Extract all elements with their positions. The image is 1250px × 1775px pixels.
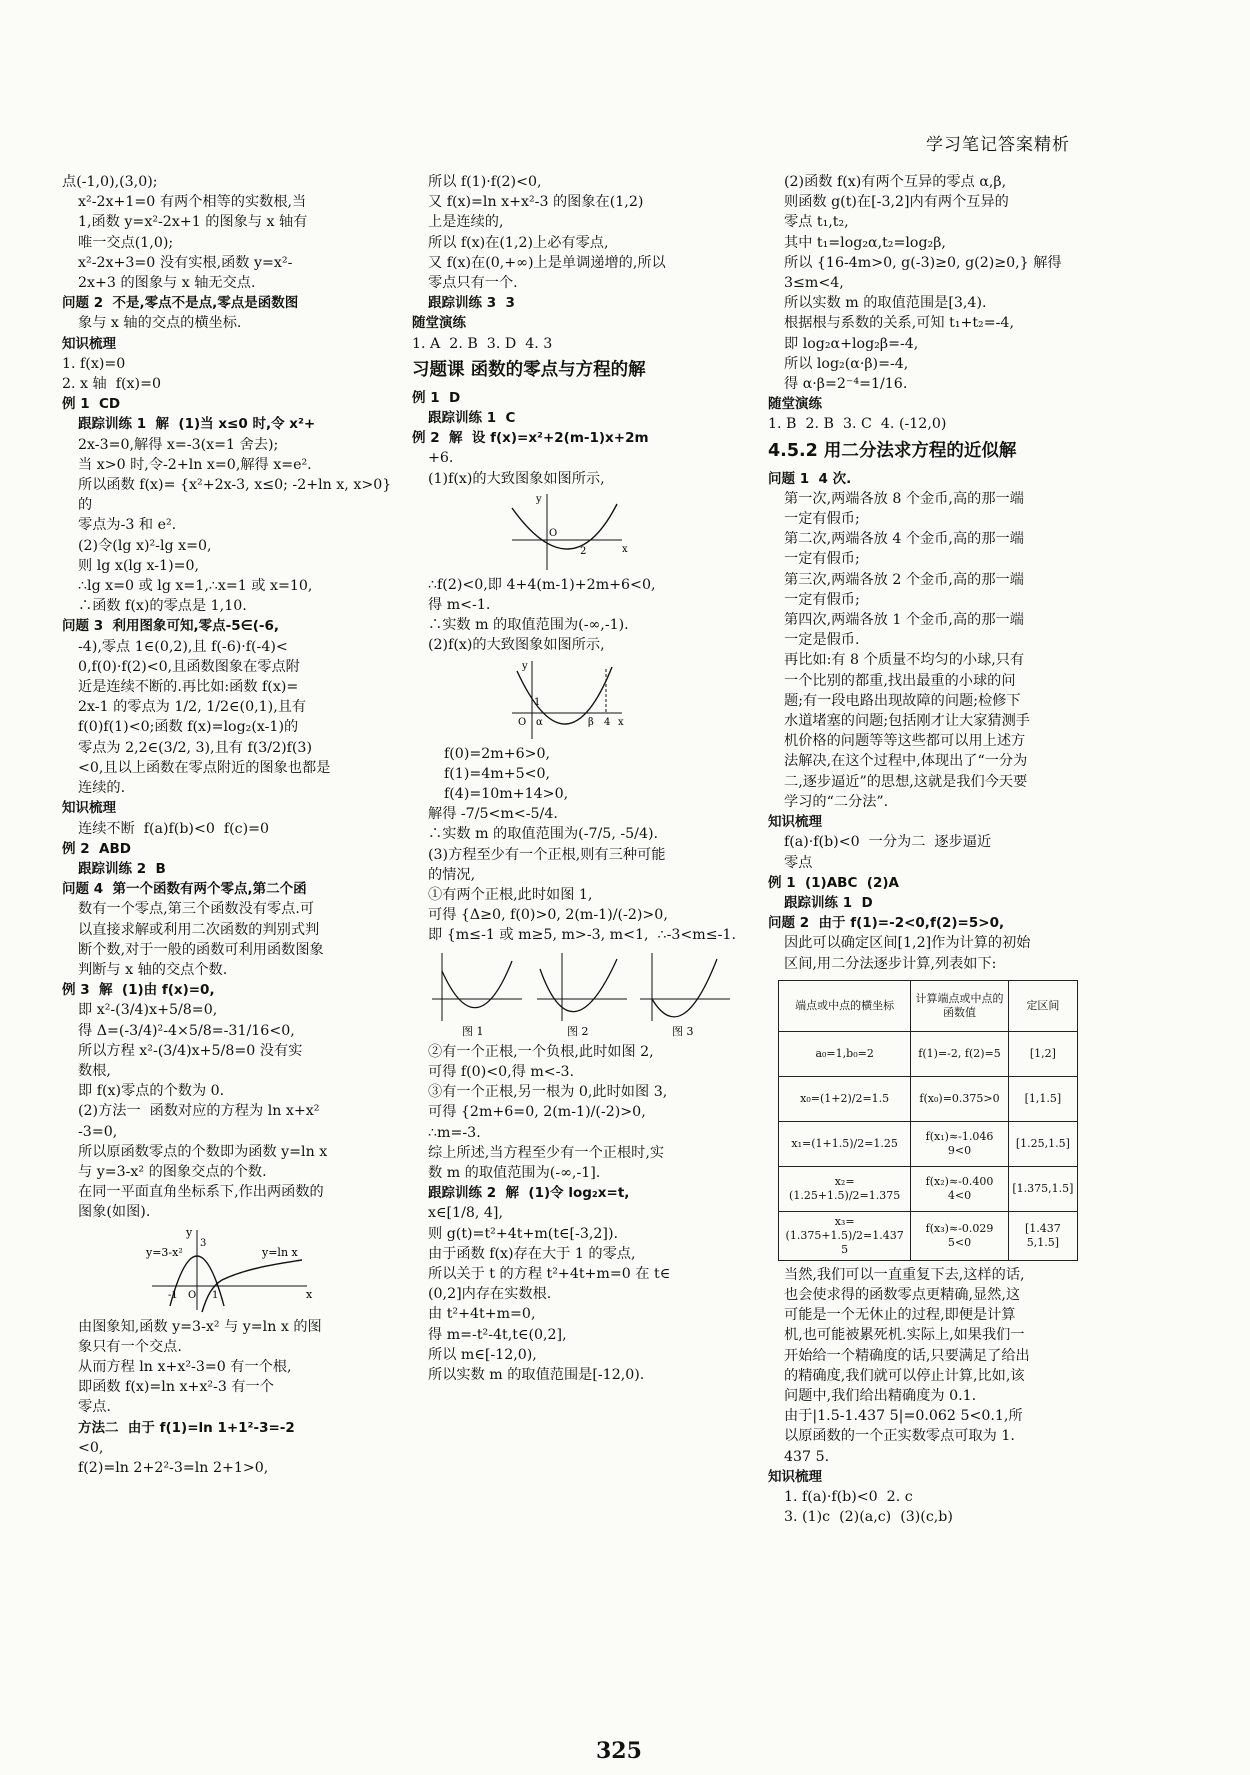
text-line: 1. B 2. B 3. C 4. (-12,0) bbox=[768, 416, 947, 433]
axis-y-label: y bbox=[522, 660, 528, 672]
text-line: 2x-1 的零点为 1/2, 1/2∈(0,1),且有 bbox=[78, 699, 307, 716]
origin-label: O bbox=[518, 716, 527, 728]
text-line: 题;有一段电路出现故障的问题;检修下 bbox=[784, 692, 1021, 709]
text-line: 所以 m∈[-12,0), bbox=[428, 1346, 537, 1363]
text-line: 从而方程 ln x+x²-3=0 有一个根, bbox=[78, 1358, 292, 1375]
text-line: 机,也可能被累死机.实际上,如果我们一 bbox=[784, 1327, 1025, 1344]
table-header-cell: 计算端点或中点的函数值 bbox=[911, 980, 1008, 1031]
question-heading: 问题 4 第一个函数有两个零点,第二个函 bbox=[62, 881, 307, 898]
text-line: 又 f(x)在(0,+∞)上是单调递增的,所以 bbox=[428, 254, 666, 271]
text-line: 当 x>0 时,令-2+ln x=0,解得 x=e². bbox=[78, 456, 312, 473]
text-line: f(0)=2m+6>0, bbox=[444, 745, 551, 762]
text-line: 开始给一个精确度的话,只要满足了给出 bbox=[784, 1347, 1030, 1364]
three-graphs bbox=[412, 949, 742, 1039]
text-line: 2x+3 的图象与 x 轴无交点. bbox=[78, 275, 256, 292]
text-line: 3. (1)c (2)(a,c) (3)(c,b) bbox=[784, 1509, 953, 1526]
table-header-row bbox=[779, 980, 1078, 1031]
text-line: 当然,我们可以一直重复下去,这样的话, bbox=[784, 1266, 1025, 1283]
table-cell: x₀=(1+2)/2=1.5 bbox=[779, 1076, 911, 1121]
text-line: 第二次,两端各放 4 个金币,高的那一端 bbox=[784, 531, 1024, 548]
text-line: 连续的. bbox=[78, 780, 126, 797]
table-row bbox=[779, 1031, 1078, 1076]
text-line: 0,f(0)·f(2)<0,且函数图象在零点附 bbox=[78, 658, 300, 675]
table-cell: [1,1.5] bbox=[1008, 1076, 1077, 1121]
table-cell: x₃=(1.375+1.5)/2=1.437 5 bbox=[779, 1211, 911, 1260]
text-line: 1. A 2. B 3. D 4. 3 bbox=[412, 335, 553, 352]
text-line: 在同一平面直角坐标系下,作出两函数的 bbox=[78, 1184, 324, 1201]
table-row bbox=[779, 1121, 1078, 1166]
exercise-label: 跟踪训练 1 D bbox=[784, 894, 873, 911]
text-line: 所以实数 m 的取值范围是[3,4). bbox=[784, 295, 987, 312]
text-line: f(4)=10m+14>0, bbox=[444, 786, 569, 803]
parabola-graph-1 bbox=[412, 492, 742, 572]
text-line: 区间,用二分法逐步计算,列表如下: bbox=[784, 955, 997, 972]
text-line: 则 lg x(lg x-1)=0, bbox=[78, 557, 200, 574]
table-cell: x₂=(1.25+1.5)/2=1.375 bbox=[779, 1166, 911, 1211]
text-line: 可得 {2m+6=0, 2(m-1)/(-2)>0, bbox=[428, 1104, 646, 1121]
text-line: 由 t²+4t+m=0, bbox=[428, 1306, 536, 1323]
text-line: 象与 x 轴的交点的横坐标. bbox=[78, 315, 242, 332]
text-line: 1. f(x)=0 bbox=[62, 355, 126, 372]
origin-label: O bbox=[549, 527, 558, 539]
text-line: ∴m=-3. bbox=[428, 1124, 481, 1141]
table-cell: [1.437 5,1.5] bbox=[1008, 1211, 1077, 1260]
text-line: 零点只有一个. bbox=[428, 275, 518, 292]
tick-label: 3 bbox=[200, 1237, 207, 1249]
text-line: 零点为 2,2∈(3/2, 3),且有 f(3/2)f(3) bbox=[78, 739, 312, 756]
table-cell: f(x₀)=0.375>0 bbox=[911, 1076, 1008, 1121]
text-line: 所以 log₂(α·β)=-4, bbox=[784, 355, 909, 372]
page-header: 学习笔记答案精析 bbox=[926, 135, 1070, 155]
table-cell: f(x₂)≈-0.400 4<0 bbox=[911, 1166, 1008, 1211]
text-line: 一个比别的都重,找出最重的小球的问 bbox=[784, 672, 1016, 689]
text-line: x²-2x+3=0 没有实根,函数 y=x²- bbox=[78, 254, 293, 271]
text-line: 近是连续不断的.再比如:函数 f(x)= bbox=[78, 679, 299, 696]
text-line: 得 m<-1. bbox=[428, 597, 491, 614]
table-cell: f(1)=-2, f(2)=5 bbox=[911, 1031, 1008, 1076]
table-cell: f(x₃)≈-0.029 5<0 bbox=[911, 1211, 1008, 1260]
table-cell: f(x₁)≈-1.046 9<0 bbox=[911, 1121, 1008, 1166]
example-label: 例 1 (1)ABC (2)A bbox=[768, 874, 899, 891]
tick-label: 1 bbox=[212, 1289, 219, 1301]
curve-label-parabola: y=3-x² bbox=[146, 1245, 183, 1259]
example-label: 例 1 D bbox=[412, 389, 461, 406]
text-line: (2)函数 f(x)有两个互异的零点 α,β, bbox=[784, 174, 1007, 190]
text-line: (2)方法一 函数对应的方程为 ln x+x² bbox=[78, 1103, 320, 1120]
text-line: 点(-1,0),(3,0); bbox=[62, 174, 158, 190]
text-line: 所以 f(1)·f(2)<0, bbox=[428, 174, 542, 190]
text-line: f(0)f(1)<0;函数 f(x)=log₂(x-1)的 bbox=[78, 719, 299, 736]
root-label-beta: β bbox=[588, 716, 594, 728]
text-line: 则函数 g(t)在[-3,2]内有两个互异的 bbox=[784, 194, 1009, 211]
figure-caption: 图 3 bbox=[672, 1024, 694, 1038]
text-line: ①有两个正根,此时如图 1, bbox=[428, 887, 593, 904]
text-line: 图象(如图). bbox=[78, 1204, 151, 1221]
section-label: 知识梳理 bbox=[62, 800, 116, 817]
text-line: 再比如:有 8 个质量不均匀的小球,只有 bbox=[784, 652, 1025, 669]
text-line: 数根, bbox=[78, 1062, 111, 1079]
text-line: <0,且以上函数在零点附近的图象也都是 bbox=[78, 759, 331, 776]
text-line: 零点 t₁,t₂, bbox=[784, 214, 849, 231]
text-line: 又 f(x)=ln x+x²-3 的图象在(1,2) bbox=[428, 194, 644, 211]
table-cell: a₀=1,b₀=2 bbox=[779, 1031, 911, 1076]
text-line: 水道堵塞的问题;包括刚才让大家猜测手 bbox=[784, 713, 1030, 730]
text-line: (2)令(lg x)²-lg x=0, bbox=[78, 537, 212, 554]
text-line: 问题中,我们给出精确度为 0.1. bbox=[784, 1387, 977, 1404]
page-number: 325 bbox=[596, 1738, 642, 1764]
axis-y-label: y bbox=[536, 493, 542, 505]
origin-label: O bbox=[188, 1289, 197, 1301]
text-line: 得 α·β=2⁻⁴=1/16. bbox=[784, 376, 908, 393]
text-line: 即函数 f(x)=ln x+x²-3 有一个 bbox=[78, 1379, 274, 1396]
exercise-label: 跟踪训练 3 3 bbox=[428, 295, 515, 312]
text-line: ∴f(2)<0,即 4+4(m-1)+2m+6<0, bbox=[428, 576, 656, 593]
text-line: 所以关于 t 的方程 t²+4t+m=0 在 t∈ bbox=[428, 1265, 671, 1282]
text-line: +6. bbox=[428, 450, 454, 467]
table-header-cell: 端点或中点的横坐标 bbox=[779, 980, 911, 1031]
text-line: 由于函数 f(x)存在大于 1 的零点, bbox=[428, 1245, 636, 1262]
text-line: 法解决,在这个过程中,体现出了“一分为 bbox=[784, 753, 1028, 770]
example-label: 例 2 解 设 f(x)=x²+2(m-1)x+2m bbox=[412, 430, 649, 447]
text-line: 1. f(a)·f(b)<0 2. c bbox=[784, 1488, 913, 1505]
text-line: 连续不断 f(a)f(b)<0 f(c)=0 bbox=[78, 820, 270, 837]
axis-x-label: x bbox=[618, 716, 624, 728]
section-label: 知识梳理 bbox=[62, 335, 116, 352]
text-line: 可得 f(0)<0,得 m<-3. bbox=[428, 1063, 575, 1080]
text-line: f(a)·f(b)<0 一分为二 逐步逼近 bbox=[784, 834, 992, 851]
text-line: ③有一个正根,另一根为 0,此时如图 3, bbox=[428, 1084, 668, 1101]
text-line: 的情况, bbox=[428, 866, 476, 883]
table-row bbox=[779, 1166, 1078, 1211]
tick-label: 4 bbox=[604, 716, 611, 728]
text-line: 其中 t₁=log₂α,t₂=log₂β, bbox=[784, 234, 946, 251]
text-line: x∈[1/8, 4], bbox=[428, 1205, 503, 1222]
text-line: (3)方程至少有一个正根,则有三种可能 bbox=[428, 846, 666, 863]
section-title: 习题课 函数的零点与方程的解 bbox=[412, 359, 646, 380]
tick-label: -1 bbox=[168, 1289, 178, 1301]
text-line: ∴实数 m 的取值范围为(-∞,-1). bbox=[428, 617, 629, 634]
text-line: <0, bbox=[78, 1439, 104, 1456]
text-line: f(2)=ln 2+2²-3=ln 2+1>0, bbox=[78, 1459, 269, 1476]
text-line: 2x-3=0,解得 x=-3(x=1 舍去); bbox=[78, 436, 279, 453]
ln-parabola-graph bbox=[62, 1226, 392, 1314]
table-cell: x₁=(1+1.5)/2=1.25 bbox=[779, 1121, 911, 1166]
exercise-label: 跟踪训练 1 C bbox=[428, 410, 516, 427]
exercise-label: 跟踪训练 2 解 (1)令 log₂x=t, bbox=[428, 1185, 630, 1202]
text-line: 因此可以确定区间[1,2]作为计算的初始 bbox=[784, 935, 1031, 952]
text-line: 1,函数 y=x²-2x+1 的图象与 x 轴有 bbox=[78, 214, 308, 231]
example-label: 例 1 CD bbox=[62, 396, 121, 413]
text-line: 根据根与系数的关系,可知 t₁+t₂=-4, bbox=[784, 315, 1014, 332]
section-label: 随堂演练 bbox=[412, 315, 466, 332]
text-line: -3=0, bbox=[78, 1123, 118, 1140]
text-line: 即 log₂α+log₂β=-4, bbox=[784, 335, 919, 352]
text-line: 数有一个零点,第三个函数没有零点.可 bbox=[78, 901, 315, 918]
text-line: 唯一交点(1,0); bbox=[78, 234, 174, 251]
question-heading: 问题 2 由于 f(1)=-2<0,f(2)=5>0, bbox=[768, 915, 1005, 932]
table-cell: [1.25,1.5] bbox=[1008, 1121, 1077, 1166]
column-1 bbox=[62, 172, 407, 1478]
question-heading: 问题 2 不是,零点不是点,零点是函数图 bbox=[62, 295, 299, 312]
text-line: ∴函数 f(x)的零点是 1,10. bbox=[78, 598, 247, 615]
text-line: 综上所述,当方程至少有一个正根时,实 bbox=[428, 1144, 665, 1161]
text-line: 2. x 轴 f(x)=0 bbox=[62, 376, 162, 393]
text-line: -4),零点 1∈(0,2),且 f(-6)·f(-4)< bbox=[78, 638, 288, 655]
tick-label: 1 bbox=[534, 696, 541, 708]
text-line: (0,2]内存在实数根. bbox=[428, 1286, 552, 1303]
text-line: 得 m=-t²-4t,t∈(0,2], bbox=[428, 1326, 567, 1343]
text-line: 所以实数 m 的取值范围是[-12,0). bbox=[428, 1366, 645, 1383]
text-line: 可得 {Δ≥0, f(0)>0, 2(m-1)/(-2)>0, bbox=[428, 907, 668, 924]
text-line: 上是连续的, bbox=[428, 214, 504, 231]
example-label: 例 2 ABD bbox=[62, 840, 131, 857]
bisection-table bbox=[778, 980, 1078, 1261]
text-line: 即 x²-(3/4)x+5/8=0, bbox=[78, 1002, 218, 1019]
axis-x-label: x bbox=[622, 543, 628, 555]
text-line: 第一次,两端各放 8 个金币,高的那一端 bbox=[784, 490, 1024, 507]
table-cell: [1,2] bbox=[1008, 1031, 1077, 1076]
axis-y-label: y bbox=[186, 1225, 193, 1239]
text-line: 零点为-3 和 e². bbox=[78, 517, 177, 534]
text-line: 则 g(t)=t²+4t+m(t∈[-3,2]). bbox=[428, 1225, 618, 1242]
text-line: 一定有假币; bbox=[784, 511, 860, 528]
table-row bbox=[779, 1211, 1078, 1260]
text-line: 一定是假币. bbox=[784, 632, 860, 649]
text-line: ∴实数 m 的取值范围为(-7/5, -5/4). bbox=[428, 826, 659, 843]
method-label: 方法二 由于 f(1)=ln 1+1²-3=-2 bbox=[78, 1419, 295, 1436]
exercise-label: 跟踪训练 1 解 (1)当 x≤0 时,令 x²+ bbox=[78, 416, 316, 433]
text-line: ②有一个正根,一个负根,此时如图 2, bbox=[428, 1043, 654, 1060]
text-line: 第四次,两端各放 1 个金币,高的那一端 bbox=[784, 612, 1024, 629]
text-line: 由图象知,函数 y=3-x² 与 y=ln x 的图 bbox=[78, 1318, 322, 1335]
table-row bbox=[779, 1076, 1078, 1121]
figure-caption: 图 2 bbox=[567, 1024, 589, 1038]
text-line: 可能是一个无休止的过程,即便是计算 bbox=[784, 1307, 1016, 1324]
table-header-cell: 定区间 bbox=[1008, 980, 1077, 1031]
text-line: 所以方程 x²-(3/4)x+5/8=0 没有实 bbox=[78, 1042, 303, 1059]
text-line: 即 {m≤-1 或 m≥5, m>-3, m<1, ∴-3<m≤-1. bbox=[428, 927, 736, 944]
text-line: 也会使求得的函数零点更精确,显然,这 bbox=[784, 1286, 1021, 1303]
text-line: ∴lg x=0 或 lg x=1,∴x=1 或 x=10, bbox=[78, 578, 313, 595]
column-2 bbox=[412, 172, 742, 1385]
text-line: 二,逐步逼近”的思想,这就是我们今天要 bbox=[784, 773, 1028, 790]
text-line: 所以原函数零点的个数即为函数 y=ln x bbox=[78, 1143, 328, 1160]
section-label: 随堂演练 bbox=[768, 396, 822, 413]
exercise-label: 跟踪训练 2 B bbox=[78, 860, 166, 877]
example-label: 例 3 解 (1)由 f(x)=0, bbox=[62, 982, 215, 999]
question-heading: 问题 1 4 次. bbox=[768, 470, 852, 487]
text-line: 由于|1.5-1.437 5|=0.062 5<0.1,所 bbox=[784, 1408, 1023, 1425]
text-line: 学习的“二分法”. bbox=[784, 793, 889, 810]
column-3 bbox=[768, 172, 1098, 1527]
text-line: 即 f(x)零点的个数为 0. bbox=[78, 1083, 225, 1100]
root-label-alpha: α bbox=[536, 716, 543, 728]
curve-label-ln: y=ln x bbox=[262, 1245, 298, 1259]
tick-label: 2 bbox=[580, 545, 587, 557]
table-cell: [1.375,1.5] bbox=[1008, 1166, 1077, 1211]
text-line: 以原函数的一个正实数零点可取为 1. bbox=[784, 1428, 1015, 1445]
text-line: 与 y=3-x² 的图象交点的个数. bbox=[78, 1163, 267, 1180]
text-line: 数 m 的取值范围为(-∞,-1]. bbox=[428, 1164, 601, 1181]
text-line: 零点. bbox=[78, 1399, 111, 1416]
text-line: 判断与 x 轴的交点个数. bbox=[78, 961, 228, 978]
text-line: 解得 -7/5<m<-5/4. bbox=[428, 806, 558, 823]
text-line: 零点 bbox=[784, 854, 813, 871]
text-line: x²-2x+1=0 有两个相等的实数根,当 bbox=[78, 194, 307, 211]
text-line: 一定有假币; bbox=[784, 551, 860, 568]
text-line: (2)f(x)的大致图象如图所示, bbox=[428, 637, 605, 654]
text-line: 所以 {16-4m>0, g(-3)≥0, g(2)≥0,} 解得 3≤m<4, bbox=[784, 254, 1067, 292]
question-heading: 问题 3 利用图象可知,零点-5∈(-6, bbox=[62, 618, 280, 635]
text-line: 以直接求解或利用二次函数的判别式判 bbox=[78, 921, 320, 938]
text-line: 机价格的问题等等这些都可以用上述方 bbox=[784, 733, 1026, 750]
text-line: 象只有一个交点. bbox=[78, 1338, 182, 1355]
figure-caption: 图 1 bbox=[462, 1024, 484, 1038]
text-line: 一定有假币; bbox=[784, 591, 860, 608]
text-line: 断个数,对于一般的函数可利用函数图象 bbox=[78, 941, 324, 958]
parabola-graph-2 bbox=[412, 659, 742, 741]
text-line: (1)f(x)的大致图象如图所示, bbox=[428, 470, 605, 487]
section-label: 知识梳理 bbox=[768, 814, 822, 831]
text-line: 第三次,两端各放 2 个金币,高的那一端 bbox=[784, 571, 1024, 588]
text-line: 得 Δ=(-3/4)²-4×5/8=-31/16<0, bbox=[78, 1022, 295, 1039]
axis-x-label: x bbox=[306, 1287, 313, 1301]
section-label: 知识梳理 bbox=[768, 1468, 822, 1485]
text-line: 所以函数 f(x)= {x²+2x-3, x≤0; -2+ln x, x>0} 的 bbox=[78, 477, 396, 514]
text-line: 的精确度,我们就可以停止计算,比如,该 bbox=[784, 1367, 1025, 1384]
section-title: 4.5.2 用二分法求方程的近似解 bbox=[768, 440, 1017, 461]
text-line: f(1)=4m+5<0, bbox=[444, 765, 551, 782]
text-line: 437 5. bbox=[784, 1448, 830, 1465]
text-line: 所以 f(x)在(1,2)上必有零点, bbox=[428, 234, 609, 251]
